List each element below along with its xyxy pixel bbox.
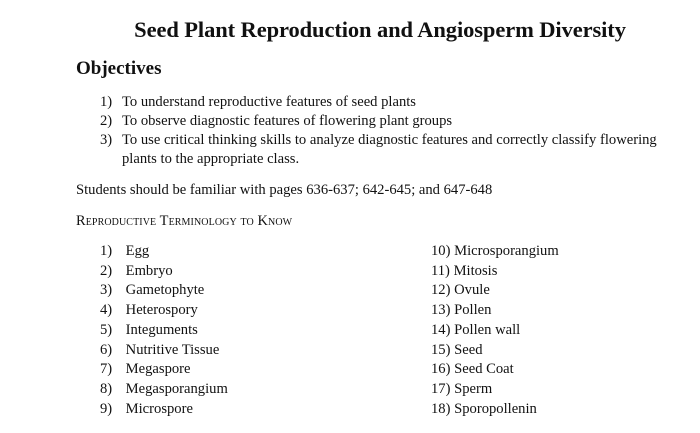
terminology-left-column bbox=[100, 242, 228, 419]
objective-item bbox=[100, 112, 660, 131]
term-item bbox=[431, 341, 559, 361]
term-item bbox=[431, 321, 559, 341]
objective-item bbox=[100, 131, 660, 169]
term-text: Pollen wall bbox=[454, 321, 521, 338]
term-number: 9) bbox=[100, 400, 113, 417]
terminology-heading: Reproductive Terminology to Know bbox=[76, 213, 293, 229]
term-number: 4) bbox=[100, 302, 113, 319]
term-text: Megasporangium bbox=[125, 380, 228, 397]
term-text: Microspore bbox=[125, 400, 193, 417]
term-number: 2) bbox=[100, 262, 113, 279]
term-text: Gametophyte bbox=[125, 282, 205, 299]
terminology-right-column bbox=[431, 242, 559, 419]
term-text: Heterospory bbox=[125, 302, 198, 319]
term-number: 11) bbox=[431, 262, 450, 279]
term-item bbox=[431, 262, 559, 282]
objectives-list bbox=[100, 93, 660, 169]
term-number: 10) bbox=[431, 243, 451, 259]
term-number: 14) bbox=[431, 321, 451, 338]
term-number: 3) bbox=[100, 282, 113, 299]
term-item bbox=[431, 301, 559, 321]
term-number: 13) bbox=[431, 302, 451, 319]
term-number: 17) bbox=[431, 380, 451, 397]
term-text: Nutritive Tissue bbox=[125, 341, 220, 358]
term-number: 1) bbox=[100, 243, 113, 259]
term-item bbox=[431, 281, 559, 301]
term-text: Pollen bbox=[454, 302, 492, 319]
term-text: Seed Coat bbox=[454, 361, 514, 378]
objectives-heading: Objectives bbox=[76, 58, 162, 79]
objective-number: 3) bbox=[100, 132, 113, 148]
term-text: Integuments bbox=[125, 321, 198, 338]
term-item bbox=[100, 400, 228, 420]
term-item bbox=[431, 400, 559, 420]
term-item bbox=[100, 242, 228, 262]
objective-text: To observe diagnostic features of flowering plant groups bbox=[122, 113, 453, 129]
term-text: Egg bbox=[125, 243, 150, 259]
term-number: 5) bbox=[100, 321, 113, 338]
objective-text: To understand reproductive features of seed plants bbox=[122, 94, 416, 110]
term-text: Sporopollenin bbox=[454, 400, 537, 417]
term-item bbox=[100, 341, 228, 361]
term-item bbox=[100, 380, 228, 400]
page-title: Seed Plant Reproduction and Angiosperm Diversity bbox=[134, 17, 626, 42]
objective-number: 2) bbox=[100, 113, 113, 129]
term-item bbox=[100, 301, 228, 321]
term-number: 7) bbox=[100, 361, 113, 378]
term-text: Embryo bbox=[125, 262, 173, 279]
term-text: Megaspore bbox=[125, 361, 191, 378]
term-item bbox=[100, 321, 228, 341]
term-text: Microsporangium bbox=[454, 243, 559, 259]
objective-item bbox=[100, 93, 660, 112]
term-number: 16) bbox=[431, 361, 451, 378]
term-number: 18) bbox=[431, 400, 451, 417]
term-number: 15) bbox=[431, 341, 451, 358]
term-text: Sperm bbox=[454, 380, 493, 397]
term-text: Seed bbox=[454, 341, 483, 358]
term-item bbox=[100, 262, 228, 282]
term-item bbox=[431, 242, 559, 262]
term-number: 6) bbox=[100, 341, 113, 358]
term-item bbox=[100, 360, 228, 380]
term-item bbox=[431, 360, 559, 380]
objective-number: 1) bbox=[100, 94, 113, 110]
term-text: Ovule bbox=[454, 282, 490, 299]
students-note: Students should be familiar with pages 636-637; 642-645; and 647-648 bbox=[76, 182, 493, 198]
objective-text: To use critical thinking skills to analyze diagnostic features and correctly classify flowering plants to the appropriate class. bbox=[122, 132, 657, 167]
term-number: 12) bbox=[431, 282, 451, 299]
term-item bbox=[431, 380, 559, 400]
term-text: Mitosis bbox=[453, 262, 498, 279]
term-number: 8) bbox=[100, 380, 113, 397]
term-item bbox=[100, 281, 228, 301]
